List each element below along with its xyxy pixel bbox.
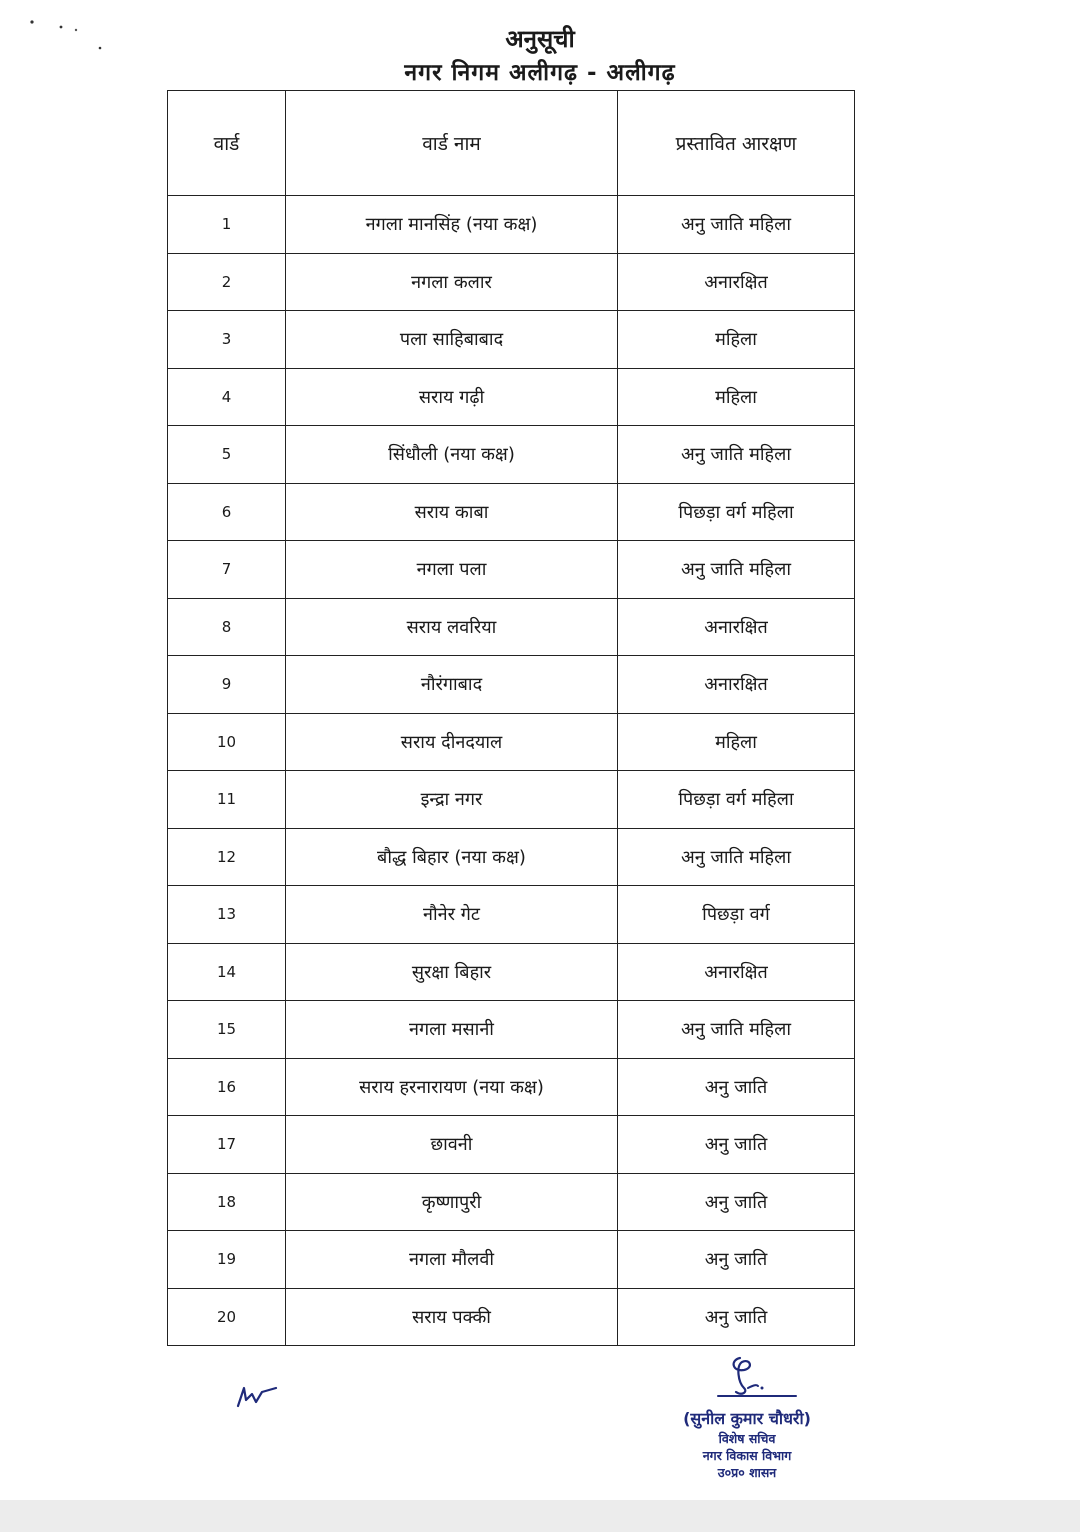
- reservation-cell: महिला: [618, 713, 855, 771]
- ward-number-cell: 14: [168, 943, 286, 1001]
- reservation-cell: अनु जाति: [618, 1116, 855, 1174]
- ward-name-cell: कृष्णापुरी: [286, 1173, 618, 1231]
- signatory-name: (सुनील कुमार चौधरी): [683, 1409, 811, 1428]
- reservation-cell: अनु जाति: [618, 1173, 855, 1231]
- document-header: [0, 22, 1080, 90]
- ward-name-cell: सुरक्षा बिहार: [286, 943, 618, 1001]
- document-title: अनुसूची: [505, 25, 575, 53]
- table-row: [168, 1116, 855, 1174]
- ward-reservation-table: [167, 90, 855, 1346]
- table-header-row: [168, 91, 855, 196]
- column-header-reservation: प्रस्तावित आरक्षण: [618, 91, 855, 196]
- table-row: [168, 426, 855, 484]
- table-row: [168, 196, 855, 254]
- ward-name-cell: नगला मौलवी: [286, 1231, 618, 1289]
- signatory-department: नगर विकास विभाग: [702, 1448, 792, 1463]
- ward-number-cell: 2: [168, 253, 286, 311]
- ward-number-cell: 5: [168, 426, 286, 484]
- reservation-cell: अनु जाति महिला: [618, 426, 855, 484]
- column-header-ward-name: वार्ड नाम: [286, 91, 618, 196]
- reservation-cell: अनारक्षित: [618, 253, 855, 311]
- ward-number-cell: 13: [168, 886, 286, 944]
- ward-number-cell: 20: [168, 1288, 286, 1346]
- table-row: [168, 656, 855, 714]
- ward-number-cell: 7: [168, 541, 286, 599]
- ward-name-cell: सराय दीनदयाल: [286, 713, 618, 771]
- signatory-designation: विशेष सचिव: [718, 1431, 776, 1446]
- ward-number-cell: 9: [168, 656, 286, 714]
- ward-number-cell: 8: [168, 598, 286, 656]
- table-row: [168, 368, 855, 426]
- ward-number-cell: 17: [168, 1116, 286, 1174]
- ward-name-cell: सिंधौली (नया कक्ष): [286, 426, 618, 484]
- reservation-cell: अनु जाति महिला: [618, 196, 855, 254]
- signatory-government: उ०प्र० शासन: [717, 1465, 777, 1480]
- ward-name-cell: नगला मसानी: [286, 1001, 618, 1059]
- table-row: [168, 1231, 855, 1289]
- ward-name-cell: सराय पक्की: [286, 1288, 618, 1346]
- table-row: [168, 886, 855, 944]
- signature-mark: [692, 1352, 802, 1406]
- table-row: [168, 1058, 855, 1116]
- reservation-cell: अनु जाति महिला: [618, 828, 855, 886]
- reservation-cell: अनु जाति: [618, 1288, 855, 1346]
- ward-name-cell: सराय लवरिया: [286, 598, 618, 656]
- ward-name-cell: नगला पला: [286, 541, 618, 599]
- ward-name-cell: सराय गढ़ी: [286, 368, 618, 426]
- ward-name-cell: नगला मानसिंह (नया कक्ष): [286, 196, 618, 254]
- document-subtitle: नगर निगम अलीगढ़ - अलीगढ़: [404, 60, 676, 86]
- ward-name-cell: नगला कलार: [286, 253, 618, 311]
- reservation-cell: अनु जाति महिला: [618, 1001, 855, 1059]
- ward-number-cell: 1: [168, 196, 286, 254]
- initial-mark: [232, 1380, 282, 1410]
- table-row: [168, 541, 855, 599]
- reservation-cell: पिछड़ा वर्ग महिला: [618, 483, 855, 541]
- reservation-cell: महिला: [618, 368, 855, 426]
- column-header-ward: वार्ड: [168, 91, 286, 196]
- table-row: [168, 1001, 855, 1059]
- table-row: [168, 1173, 855, 1231]
- ward-name-cell: सराय हरनारायण (नया कक्ष): [286, 1058, 618, 1116]
- reservation-cell: अनारक्षित: [618, 598, 855, 656]
- table-row: [168, 828, 855, 886]
- reservation-cell: अनु जाति: [618, 1231, 855, 1289]
- ward-number-cell: 16: [168, 1058, 286, 1116]
- reservation-cell: अनारक्षित: [618, 943, 855, 1001]
- ward-number-cell: 11: [168, 771, 286, 829]
- signature-block: [652, 1352, 842, 1481]
- table-row: [168, 253, 855, 311]
- ward-number-cell: 12: [168, 828, 286, 886]
- table-row: [168, 598, 855, 656]
- ward-number-cell: 19: [168, 1231, 286, 1289]
- table-row: [168, 483, 855, 541]
- scan-bottom-edge: [0, 1500, 1080, 1532]
- ward-number-cell: 6: [168, 483, 286, 541]
- ward-name-cell: पला साहिबाबाद: [286, 311, 618, 369]
- table-row: [168, 1288, 855, 1346]
- ward-number-cell: 10: [168, 713, 286, 771]
- reservation-cell: अनारक्षित: [618, 656, 855, 714]
- reservation-cell: अनु जाति महिला: [618, 541, 855, 599]
- ward-name-cell: नौरंगाबाद: [286, 656, 618, 714]
- table-row: [168, 943, 855, 1001]
- ward-number-cell: 18: [168, 1173, 286, 1231]
- ward-name-cell: नौनेर गेट: [286, 886, 618, 944]
- ward-name-cell: छावनी: [286, 1116, 618, 1174]
- reservation-cell: पिछड़ा वर्ग महिला: [618, 771, 855, 829]
- ward-name-cell: सराय काबा: [286, 483, 618, 541]
- ward-number-cell: 4: [168, 368, 286, 426]
- ward-number-cell: 3: [168, 311, 286, 369]
- reservation-cell: पिछड़ा वर्ग: [618, 886, 855, 944]
- reservation-cell: अनु जाति: [618, 1058, 855, 1116]
- ward-name-cell: इन्द्रा नगर: [286, 771, 618, 829]
- table-row: [168, 771, 855, 829]
- table-row: [168, 311, 855, 369]
- reservation-cell: महिला: [618, 311, 855, 369]
- ward-name-cell: बौद्ध बिहार (नया कक्ष): [286, 828, 618, 886]
- table-row: [168, 713, 855, 771]
- ward-number-cell: 15: [168, 1001, 286, 1059]
